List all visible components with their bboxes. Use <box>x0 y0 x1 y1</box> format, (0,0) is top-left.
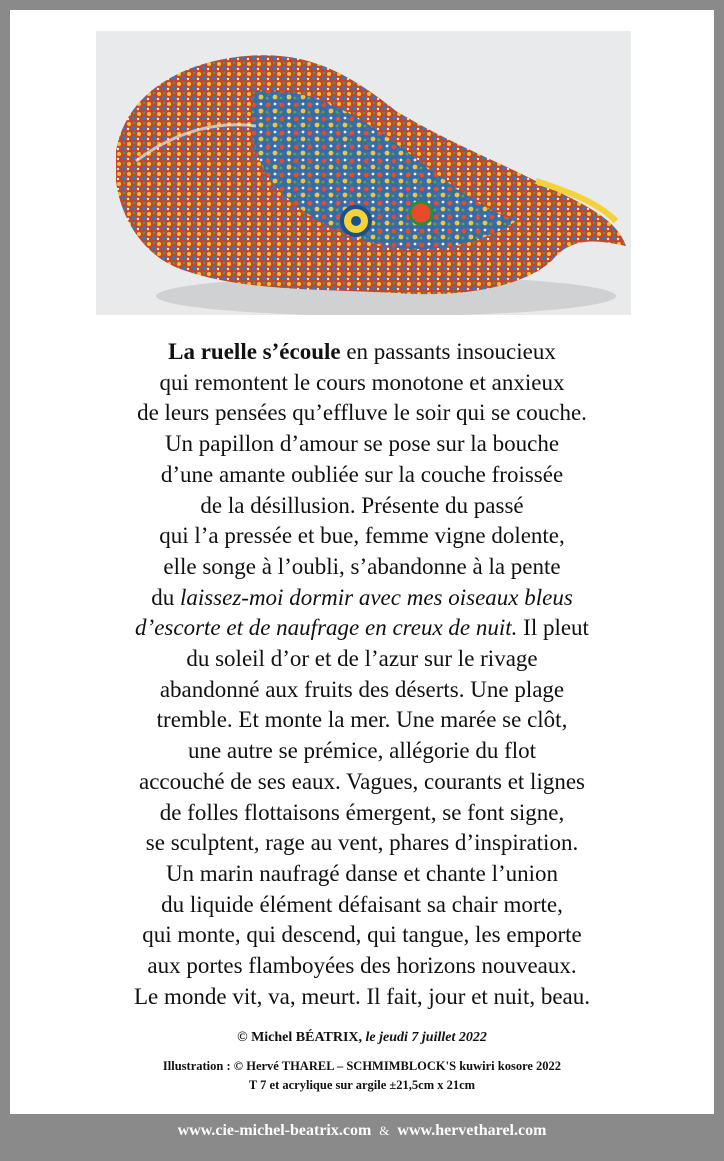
sculpture-illustration <box>96 31 631 315</box>
sculpture-image <box>96 31 631 315</box>
poem-line: du soleil d’or et de l’azur sur le rivage <box>186 646 538 672</box>
poem-line: qui monte, qui descend, qui tangue, les emporte <box>142 922 582 948</box>
poem-line: tremble. Et monte la mer. Une marée se clôt, <box>156 707 568 733</box>
poem-line: abandonné aux fruits des déserts. Une plage <box>159 676 565 702</box>
poem-line: accouché de ses eaux. Vagues, courants et lignes <box>139 768 585 794</box>
poem-line <box>10 583 714 614</box>
author-name: © Michel BÉATRIX, <box>237 1030 363 1045</box>
author-website-link[interactable]: www.cie-michel-beatrix.com <box>177 1122 372 1139</box>
poem-line: Le monde vit, va, meurt. Il fait, jour et nuit, beau. <box>133 983 591 1009</box>
poem-italic-text: laissez-moi dormir avec mes oiseaux bleus <box>179 584 573 610</box>
poem-text <box>10 337 714 1012</box>
poem-line <box>10 613 714 644</box>
poem-line: d’une amante oubliée sur la couche froissée <box>160 461 564 487</box>
illustration-credit: Illustration : © Hervé THAREL – SCHMIMBLOCK'S kuwiri kosore 2022 <box>162 1059 562 1073</box>
poem-line <box>10 337 714 368</box>
poem-line: Un marin naufragé danse et chante l’union <box>165 860 559 886</box>
author-credit <box>10 1030 714 1046</box>
poem-line-text: en passants insoucieux <box>340 339 556 364</box>
poem-italic-text: d’escorte et de naufrage en creux de nuit. <box>135 615 518 641</box>
poem-line: de la désillusion. Présente du passé <box>200 492 524 518</box>
poem-line: se sculptent, rage au vent, phares d’inspiration. <box>145 830 579 856</box>
link-separator: & <box>379 1123 390 1138</box>
poem-line: une autre se prémice, allégorie du flot <box>187 738 537 764</box>
poem-date: le jeudi 7 juillet 2022 <box>365 1030 487 1045</box>
poem-line: de folles flottaisons émergent, se font signe, <box>159 799 565 825</box>
poem-line-text: Il pleut <box>517 615 589 641</box>
poem-line: aux portes flamboyées des horizons nouveaux. <box>147 953 577 979</box>
poem-line: Un papillon d’amour se pose sur la bouche <box>164 431 560 457</box>
poem-line: qui remontent le cours monotone et anxieux <box>159 369 565 395</box>
poem-card <box>10 10 714 1114</box>
footer-links <box>0 1122 724 1140</box>
poem-line-text: du <box>151 584 180 610</box>
poem-line: de leurs pensées qu’effluve le soir qui se couche. <box>137 400 587 426</box>
illustrator-website-link[interactable]: www.hervetharel.com <box>397 1122 547 1139</box>
poem-line: elle songe à l’oubli, s’abandonne à la pente <box>163 553 561 579</box>
illustration-medium: T 7 et acrylique sur argile ±21,5cm x 21cm <box>248 1078 476 1092</box>
poem-line: qui l’a pressée et bue, femme vigne dolente, <box>159 523 565 549</box>
poem-title: La ruelle s’écoule <box>168 339 341 364</box>
poem-line: du liquide élément défaisant sa chair morte, <box>161 891 563 917</box>
